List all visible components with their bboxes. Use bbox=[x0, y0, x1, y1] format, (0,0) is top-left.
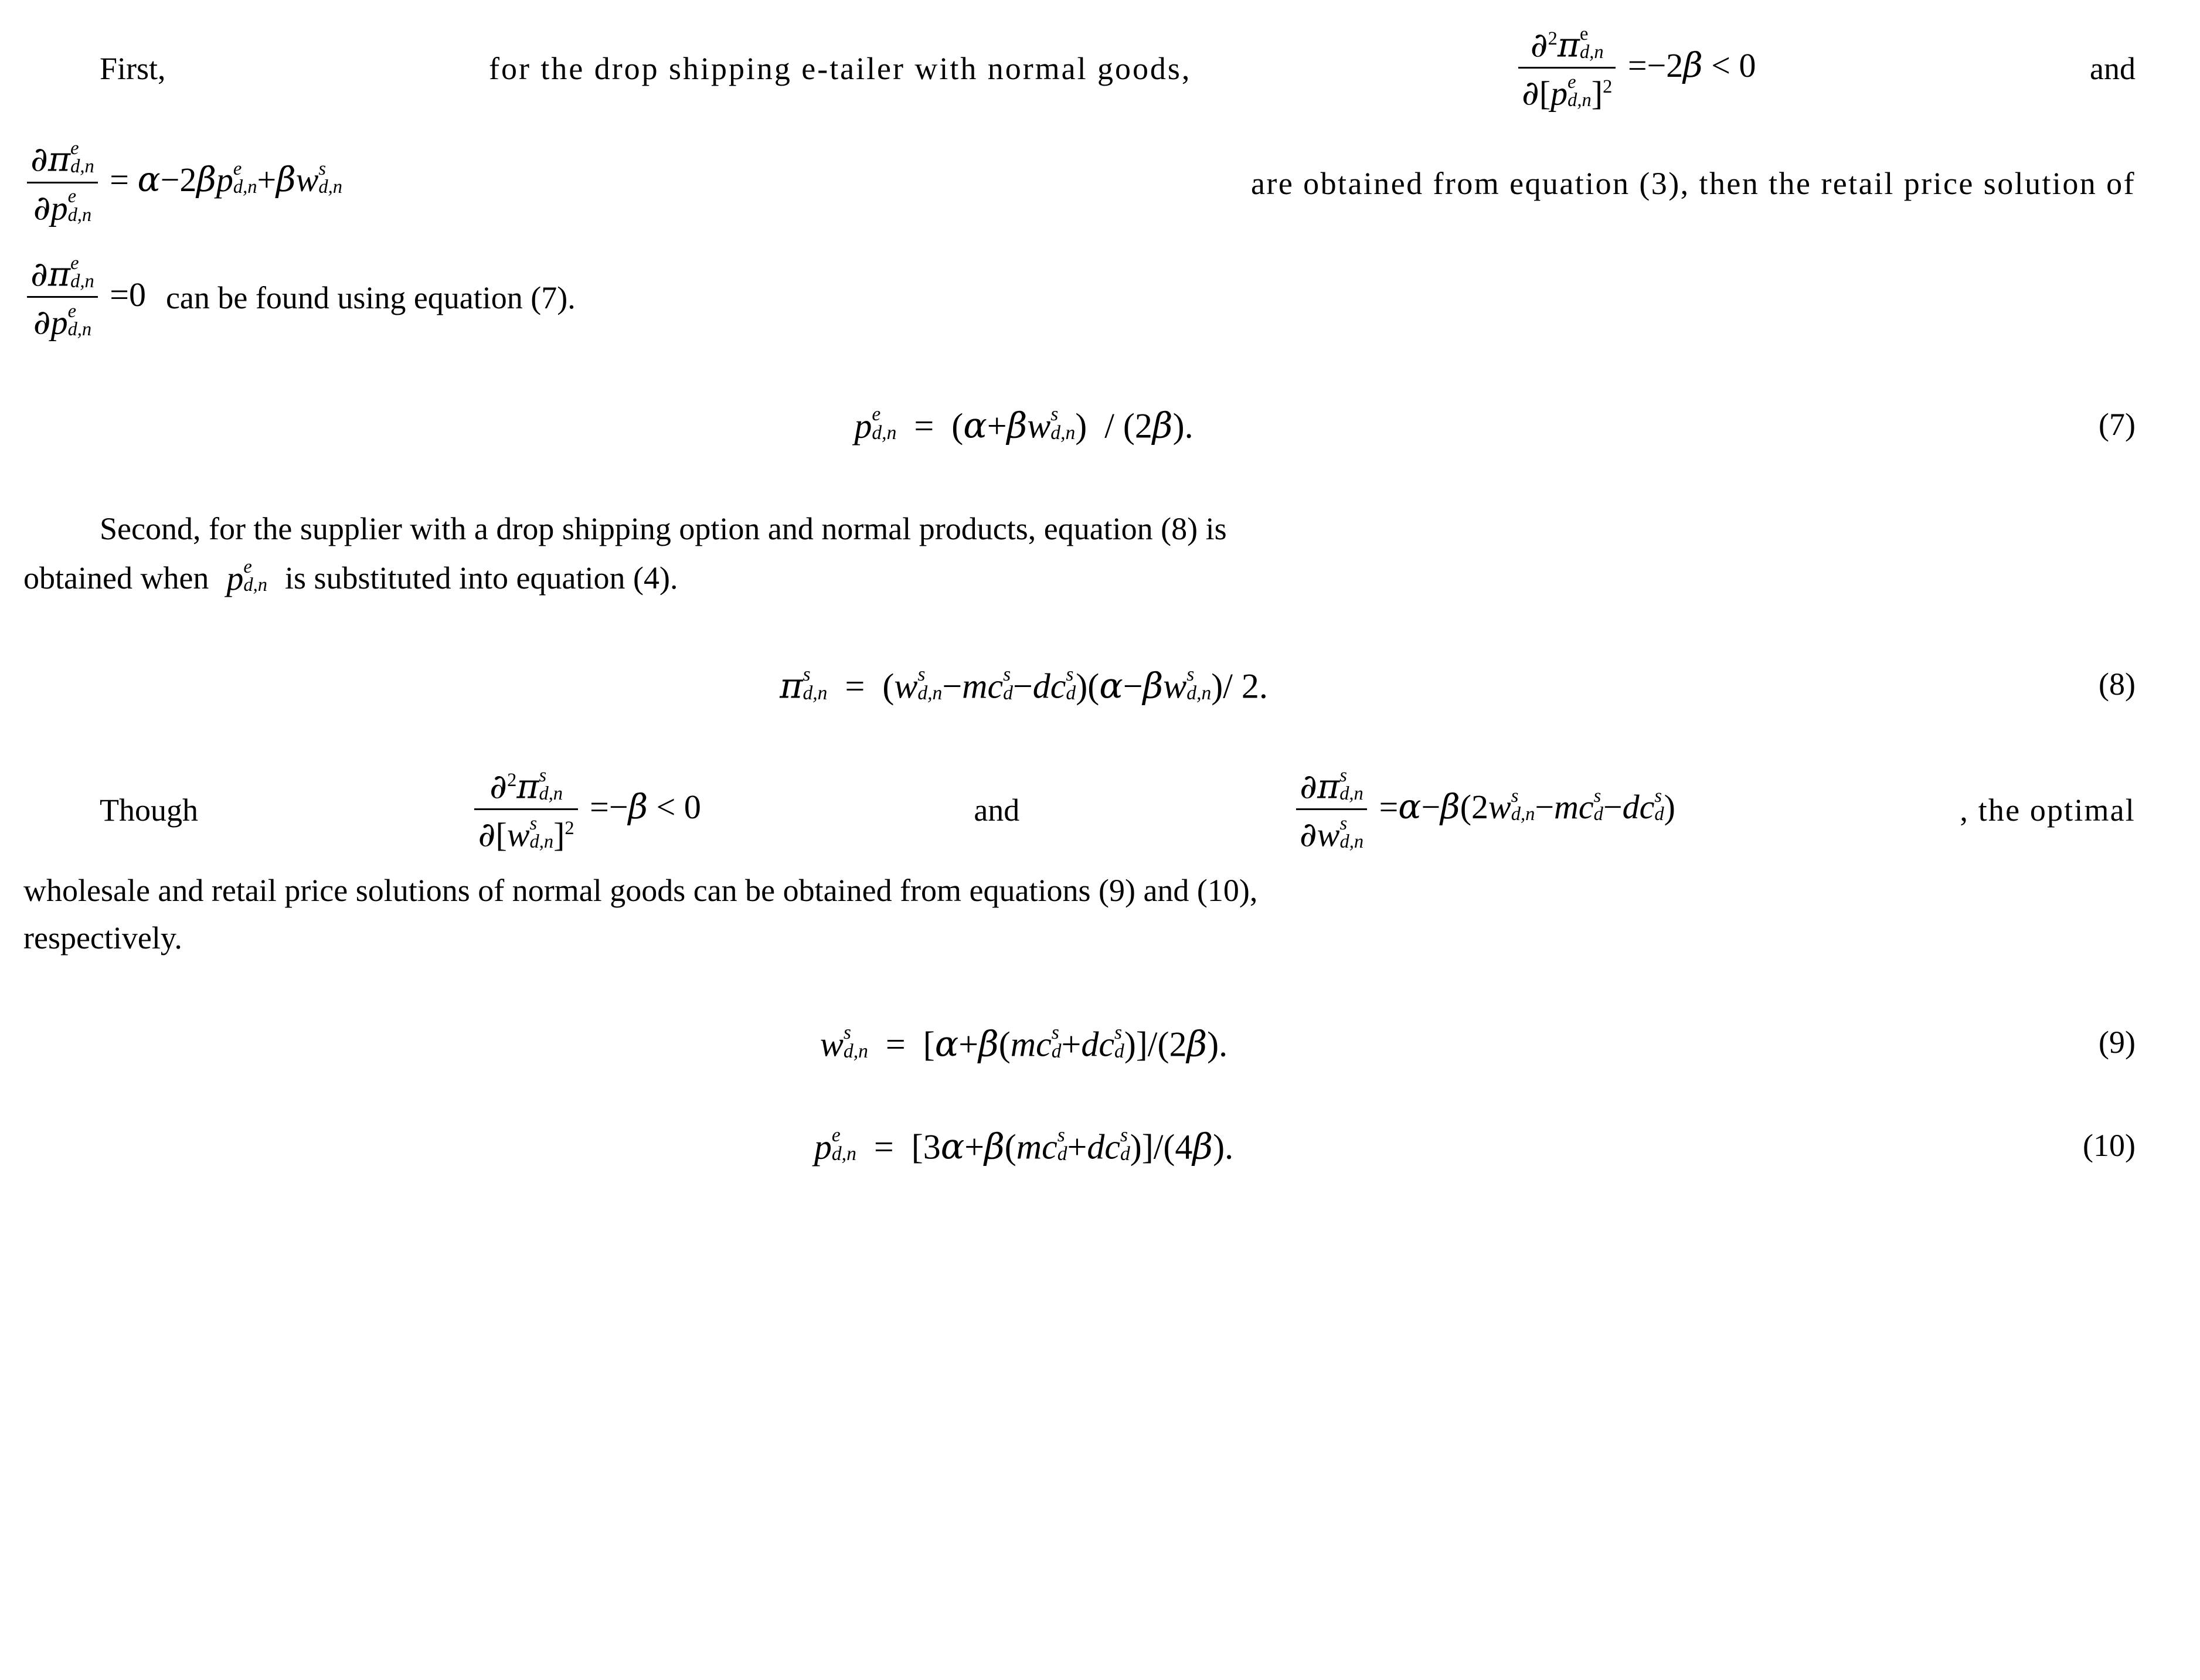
equation-8-row bbox=[23, 662, 2136, 707]
paragraph-first-line1 bbox=[23, 23, 2136, 114]
fraction-d2pi-dw2: ∂$^2$π s d,n ∂[w s d,n ]$^2$ bbox=[474, 764, 577, 855]
text-first-lead: First, bbox=[100, 51, 166, 87]
paragraph-second-line2 bbox=[23, 553, 2136, 604]
equation-8-body: π s d,n = (w s d,n −mc s d −dc s d )(α−βw s d,n )/ 2. bbox=[780, 663, 1268, 707]
text-wholesale-retail-line: wholesale and retail price solutions of normal goods can be obtained from equations (9) and (10), bbox=[23, 872, 1258, 908]
paragraph-though-line3 bbox=[23, 914, 2136, 962]
expr-foc-equals-zero: ∂π e d,n ∂p e d,n =0 bbox=[23, 253, 146, 344]
expr-second-derivative-pi-s: ∂$^2$π s d,n ∂[w s d,n ]$^2$ =−β < 0 bbox=[471, 765, 701, 856]
text-found-using-eq7: can be found using equation (7). bbox=[165, 280, 576, 315]
partial-symbol: ∂ bbox=[1530, 25, 1548, 65]
paragraph-second-line1 bbox=[23, 505, 2136, 553]
expr-retail-price-pe: p e d,n bbox=[226, 556, 267, 597]
text-though-tail: , the optimal bbox=[1960, 793, 2136, 828]
equation-7-tag: (7) bbox=[2099, 406, 2136, 442]
equation-7-body: p e d,n = (α+βw s d,n ) / (2β). bbox=[854, 403, 1193, 447]
equation-9-tag: (9) bbox=[2099, 1025, 2136, 1060]
text-obtained-from-eq3: are obtained from equation (3), then the retail price solution of bbox=[1251, 165, 2136, 201]
equation-7-row bbox=[23, 402, 2136, 447]
text-though-lead: Though bbox=[100, 793, 198, 828]
text-second-lead: Second, for the supplier with a drop shipping option and normal products, equation (8) is bbox=[100, 511, 1227, 546]
paragraph-first-line2 bbox=[23, 138, 2136, 229]
expr-first-derivative-pi-s: ∂π s d,n ∂w s d,n =α−β(2w s d,n −mc s d −dc s d ) bbox=[1293, 765, 1675, 856]
fraction-dpi-dp-2: ∂π e d,n ∂p e d,n bbox=[27, 251, 98, 342]
pi-symbol: π bbox=[1557, 25, 1580, 65]
equation-8-tag: (8) bbox=[2099, 666, 2136, 702]
text-first-rest: for the drop shipping e-tailer with normal goods, bbox=[489, 51, 1192, 87]
paragraph-though-line2 bbox=[23, 867, 2136, 914]
text-first-and: and bbox=[2090, 51, 2136, 87]
equation-10-tag: (10) bbox=[2083, 1127, 2136, 1163]
equation-10-body: p e d,n = [3α+β(mc s d +dc s d )]/(4β). bbox=[814, 1124, 1234, 1168]
fraction-dpi-dp: ∂π e d,n ∂p e d,n bbox=[27, 137, 98, 227]
expr-second-derivative-pi-e: ∂$^2$π e d,n ∂[p e d,n ]$^2$ =−2β < 0 bbox=[1515, 23, 1756, 114]
equation-10-row bbox=[23, 1123, 2136, 1168]
equation-9-body: w s d,n = [α+β(mc s d +dc s d )]/(2β). bbox=[820, 1021, 1228, 1065]
equation-9-row bbox=[23, 1021, 2136, 1065]
fraction-d2pi-dp2: ∂$^2$π e d,n ∂[p e d,n ]$^2$ bbox=[1518, 22, 1616, 113]
text-substituted-eq4: is substituted into equation (4). bbox=[285, 560, 678, 596]
text-obtained-when: obtained when bbox=[23, 560, 209, 596]
fraction-dpi-dw: ∂π s d,n ∂w s d,n bbox=[1296, 764, 1367, 855]
text-though-and: and bbox=[974, 793, 1020, 828]
text-respectively: respectively. bbox=[23, 920, 182, 955]
paragraph-first-line3 bbox=[23, 253, 2136, 344]
expr-first-derivative-pi-e: ∂π e d,n ∂p e d,n = α−2βp e d,n +βw s d,n bbox=[23, 138, 342, 229]
paragraph-though-line1 bbox=[23, 765, 2136, 856]
